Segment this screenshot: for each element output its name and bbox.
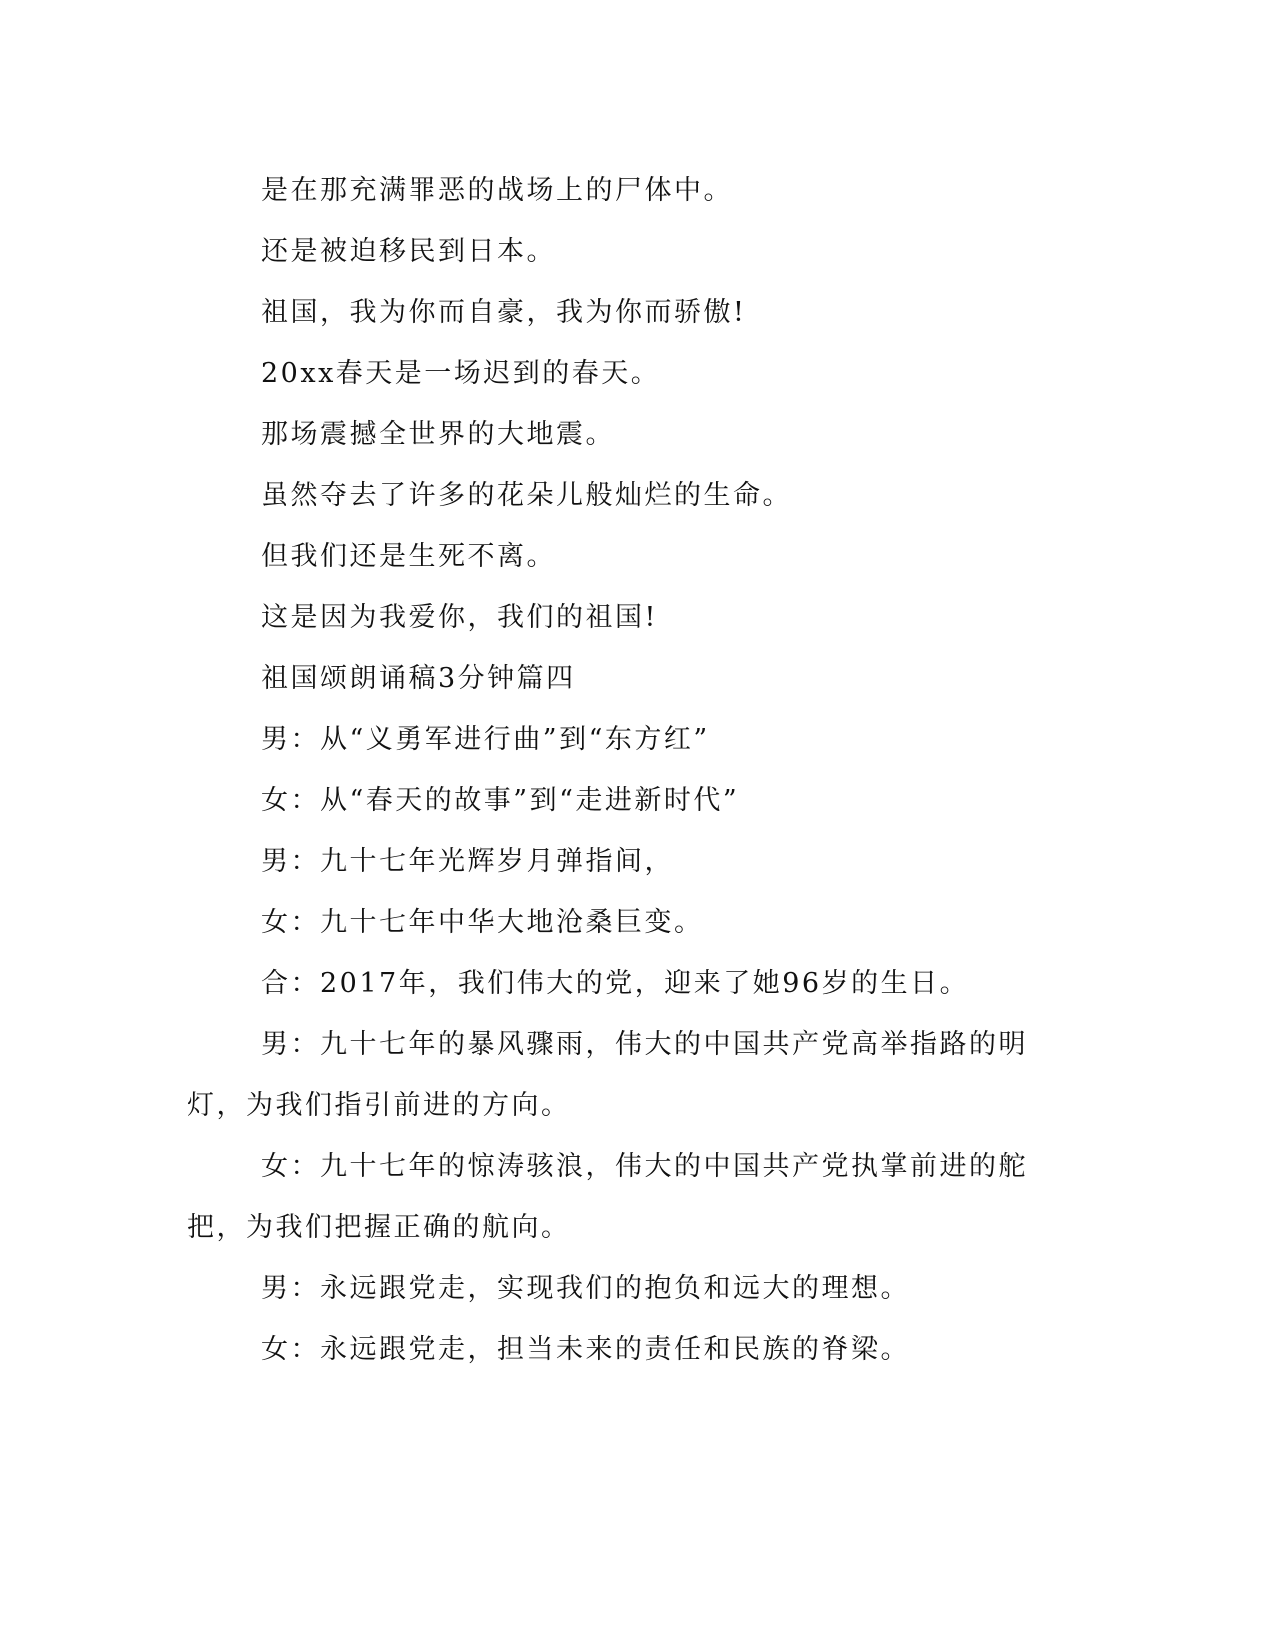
- paragraph: 合：2017年，我们伟大的党，迎来了她96岁的生日。: [261, 968, 970, 999]
- paragraph: 是在那充满罪恶的战场上的尸体中。: [261, 175, 733, 206]
- paragraph: 女：九十七年的惊涛骇浪，伟大的中国共产党执掌前进的舵把，为我们把握正确的航向。: [187, 1151, 1028, 1243]
- paragraph: 男：九十七年的暴风骤雨，伟大的中国共产党高举指路的明灯，为我们指引前进的方向。: [187, 1029, 1028, 1121]
- paragraph: 那场震撼全世界的大地震。: [261, 419, 615, 450]
- paragraph: 虽然夺去了许多的花朵儿般灿烂的生命。: [261, 480, 792, 511]
- document-body: [187, 160, 1067, 1380]
- section-heading: 祖国颂朗诵稿3分钟篇四: [261, 663, 576, 694]
- paragraph: 20xx春天是一场迟到的春天。: [261, 358, 661, 389]
- paragraph: 男：永远跟党走，实现我们的抱负和远大的理想。: [261, 1273, 910, 1304]
- paragraph: 女：九十七年中华大地沧桑巨变。: [261, 907, 704, 938]
- paragraph: 还是被迫移民到日本。: [261, 236, 556, 267]
- paragraph: 男：九十七年光辉岁月弹指间，: [261, 846, 674, 877]
- paragraph: 但我们还是生死不离。: [261, 541, 556, 572]
- paragraph: 男：从“义勇军进行曲”到“东方红”: [261, 724, 710, 755]
- paragraph: 祖国，我为你而自豪，我为你而骄傲!: [261, 297, 747, 328]
- paragraph: 女：永远跟党走，担当未来的责任和民族的脊梁。: [261, 1334, 910, 1365]
- paragraph: 女：从“春天的故事”到“走进新时代”: [261, 785, 740, 816]
- paragraph: 这是因为我爱你，我们的祖国!: [261, 602, 658, 633]
